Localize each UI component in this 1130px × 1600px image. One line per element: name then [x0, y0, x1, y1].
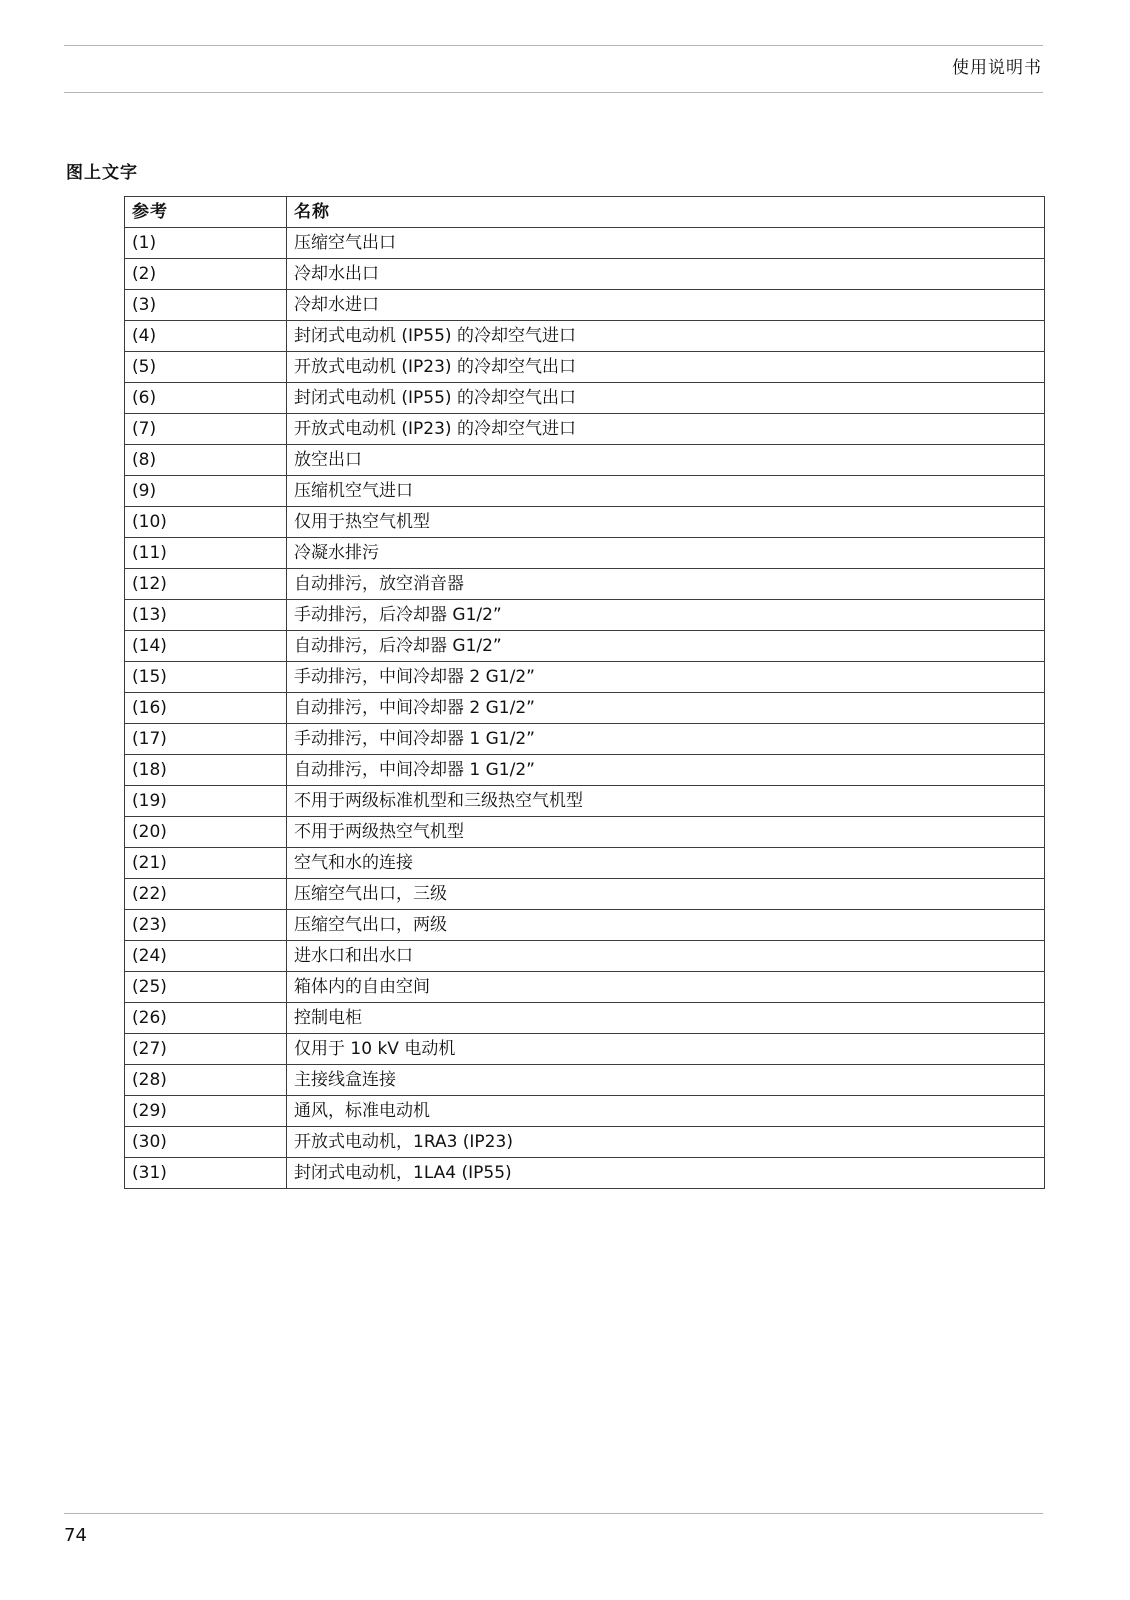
name-cell: 封闭式电动机，1LA4 (IP55) [287, 1158, 1045, 1189]
reference-cell: (25) [125, 972, 287, 1003]
reference-cell: (12) [125, 569, 287, 600]
reference-cell: (27) [125, 1034, 287, 1065]
name-cell: 自动排污，后冷却器 G1/2” [287, 631, 1045, 662]
table-row [125, 445, 1045, 476]
table-row [125, 1034, 1045, 1065]
name-cell: 仅用于热空气机型 [287, 507, 1045, 538]
reference-cell: (8) [125, 445, 287, 476]
reference-cell: (24) [125, 941, 287, 972]
reference-cell: (20) [125, 817, 287, 848]
table-row [125, 941, 1045, 972]
reference-cell: (31) [125, 1158, 287, 1189]
reference-cell: (14) [125, 631, 287, 662]
reference-cell: (29) [125, 1096, 287, 1127]
reference-cell: (26) [125, 1003, 287, 1034]
table-row [125, 693, 1045, 724]
page-number: 74 [64, 1525, 87, 1546]
reference-cell: (28) [125, 1065, 287, 1096]
reference-cell: (13) [125, 600, 287, 631]
document-header-title: 使用说明书 [952, 58, 1042, 78]
reference-cell: (7) [125, 414, 287, 445]
table-row [125, 755, 1045, 786]
section-title: 图上文字 [66, 163, 138, 183]
table-row [125, 910, 1045, 941]
reference-cell: (10) [125, 507, 287, 538]
table-row [125, 724, 1045, 755]
name-cell: 冷凝水排污 [287, 538, 1045, 569]
reference-cell: (9) [125, 476, 287, 507]
table-row [125, 259, 1045, 290]
name-cell: 不用于两级热空气机型 [287, 817, 1045, 848]
table-row [125, 1065, 1045, 1096]
name-cell: 手动排污，中间冷却器 1 G1/2” [287, 724, 1045, 755]
reference-cell: (4) [125, 321, 287, 352]
name-cell: 开放式电动机 (IP23) 的冷却空气进口 [287, 414, 1045, 445]
name-cell: 仅用于 10 kV 电动机 [287, 1034, 1045, 1065]
name-cell: 开放式电动机，1RA3 (IP23) [287, 1127, 1045, 1158]
header-bottom-rule [64, 92, 1043, 93]
table-row [125, 786, 1045, 817]
reference-cell: (2) [125, 259, 287, 290]
legend-table [124, 196, 1045, 1189]
reference-cell: (6) [125, 383, 287, 414]
table-row [125, 879, 1045, 910]
footer-rule [64, 1513, 1043, 1514]
table-row [125, 228, 1045, 259]
name-cell: 压缩空气出口，两级 [287, 910, 1045, 941]
reference-cell: (1) [125, 228, 287, 259]
name-cell: 箱体内的自由空间 [287, 972, 1045, 1003]
table-row [125, 290, 1045, 321]
name-cell: 冷却水进口 [287, 290, 1045, 321]
table-row [125, 476, 1045, 507]
name-cell: 自动排污，中间冷却器 1 G1/2” [287, 755, 1045, 786]
table-row [125, 1127, 1045, 1158]
table-row [125, 817, 1045, 848]
reference-cell: (23) [125, 910, 287, 941]
table-row [125, 631, 1045, 662]
name-cell: 压缩机空气进口 [287, 476, 1045, 507]
table-row [125, 383, 1045, 414]
table-row [125, 662, 1045, 693]
name-cell: 封闭式电动机 (IP55) 的冷却空气出口 [287, 383, 1045, 414]
table-row [125, 414, 1045, 445]
name-cell: 压缩空气出口，三级 [287, 879, 1045, 910]
table-row [125, 569, 1045, 600]
table-row [125, 600, 1045, 631]
reference-cell: (11) [125, 538, 287, 569]
reference-cell: (5) [125, 352, 287, 383]
name-cell: 手动排污，后冷却器 G1/2” [287, 600, 1045, 631]
reference-cell: (15) [125, 662, 287, 693]
column-header-reference: 参考 [125, 197, 287, 228]
reference-cell: (18) [125, 755, 287, 786]
name-cell: 自动排污，中间冷却器 2 G1/2” [287, 693, 1045, 724]
table-row [125, 848, 1045, 879]
table-row [125, 507, 1045, 538]
reference-cell: (30) [125, 1127, 287, 1158]
name-cell: 控制电柜 [287, 1003, 1045, 1034]
name-cell: 不用于两级标准机型和三级热空气机型 [287, 786, 1045, 817]
reference-cell: (3) [125, 290, 287, 321]
table-row [125, 1096, 1045, 1127]
name-cell: 进水口和出水口 [287, 941, 1045, 972]
table-row [125, 538, 1045, 569]
reference-cell: (19) [125, 786, 287, 817]
table-header-row [125, 197, 1045, 228]
table-row [125, 972, 1045, 1003]
header-top-rule [64, 45, 1043, 46]
reference-cell: (21) [125, 848, 287, 879]
name-cell: 压缩空气出口 [287, 228, 1045, 259]
name-cell: 空气和水的连接 [287, 848, 1045, 879]
reference-cell: (16) [125, 693, 287, 724]
name-cell: 冷却水出口 [287, 259, 1045, 290]
name-cell: 放空出口 [287, 445, 1045, 476]
name-cell: 通风，标准电动机 [287, 1096, 1045, 1127]
name-cell: 自动排污，放空消音器 [287, 569, 1045, 600]
name-cell: 开放式电动机 (IP23) 的冷却空气出口 [287, 352, 1045, 383]
table-row [125, 321, 1045, 352]
table-row [125, 1003, 1045, 1034]
table-row [125, 1158, 1045, 1189]
column-header-name: 名称 [287, 197, 1045, 228]
name-cell: 封闭式电动机 (IP55) 的冷却空气进口 [287, 321, 1045, 352]
reference-cell: (17) [125, 724, 287, 755]
reference-cell: (22) [125, 879, 287, 910]
name-cell: 主接线盒连接 [287, 1065, 1045, 1096]
name-cell: 手动排污，中间冷却器 2 G1/2” [287, 662, 1045, 693]
table-row [125, 352, 1045, 383]
legend-table-body [125, 228, 1045, 1189]
